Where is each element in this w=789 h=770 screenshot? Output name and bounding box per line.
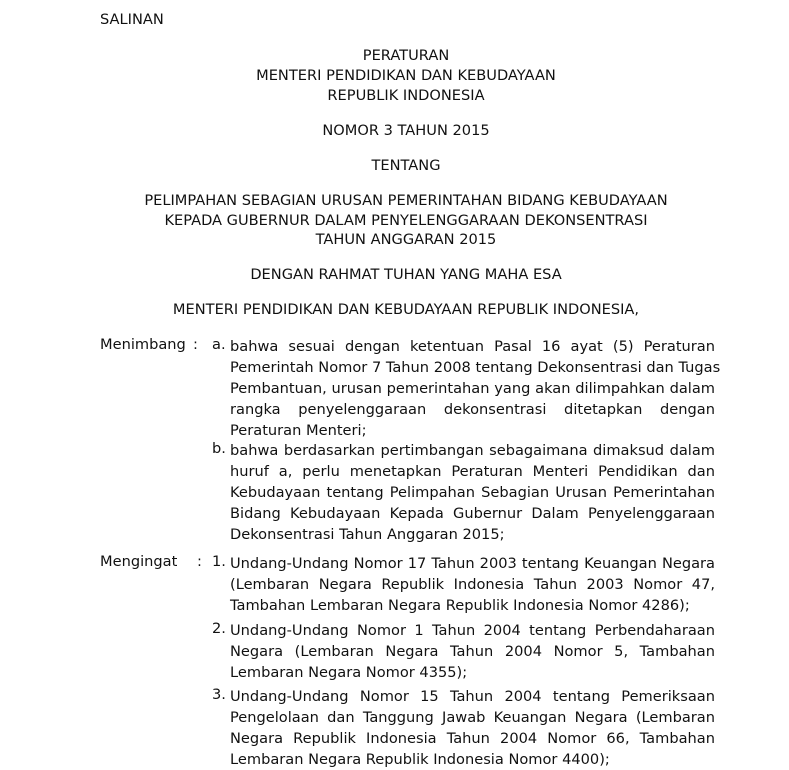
menimbang-colon: : — [193, 336, 198, 353]
list-item-line: Bidang Kebudayaan Kepada Gubernur Dalam Penyelenggaraan — [230, 505, 715, 522]
regulation-number: NOMOR 3 TAHUN 2015 — [322, 122, 490, 139]
list-item-line: Lembaran Negara Republik Indonesia Nomor 4400); — [230, 751, 610, 768]
tentang-heading: TENTANG — [371, 157, 441, 174]
mengingat-marker-2: 2. — [212, 620, 226, 637]
list-item-line: Negara Republik Indonesia Tahun 2004 Nomor 66, Tambahan — [230, 730, 715, 747]
list-item-line: bahwa berdasarkan pertimbangan sebagaimana dimaksud dalam — [230, 442, 715, 459]
list-item-line: Lembaran Negara Nomor 4355); — [230, 664, 468, 681]
menimbang-marker-b: b. — [212, 440, 226, 457]
list-item-line: bahwa sesuai dengan ketentuan Pasal 16 ayat (5) Peraturan — [230, 338, 715, 355]
menimbang-item-b — [230, 440, 715, 545]
mengingat-item-2 — [230, 620, 715, 683]
salinan-label: SALINAN — [100, 11, 164, 28]
list-item-line: rangka penyelenggaraan dekonsentrasi ditetapkan dengan — [230, 401, 715, 418]
blessing-line: DENGAN RAHMAT TUHAN YANG MAHA ESA — [250, 266, 562, 283]
list-item-line: Kebudayaan tentang Pelimpahan Sebagian Urusan Pemerintahan — [230, 484, 715, 501]
list-item-line: Negara (Lembaran Negara Tahun 2004 Nomor 5, Tambahan — [230, 643, 715, 660]
title-line-1: PERATURAN — [362, 47, 450, 64]
title-line-2: MENTERI PENDIDIKAN DAN KEBUDAYAAN — [256, 67, 556, 84]
subject-line-2: KEPADA GUBERNUR DALAM PENYELENGGARAAN DEKONSENTRASI — [164, 212, 648, 229]
list-item-line: huruf a, perlu menetapkan Peraturan Menteri Pendidikan dan — [230, 463, 715, 480]
list-item-line: Undang-Undang Nomor 17 Tahun 2003 tentang Keuangan Negara — [230, 555, 715, 572]
mengingat-label: Mengingat — [100, 553, 178, 570]
list-item-line: Undang-Undang Nomor 1 Tahun 2004 tentang Perbendaharaan — [230, 622, 715, 639]
mengingat-marker-3: 3. — [212, 686, 226, 703]
menimbang-label: Menimbang — [100, 336, 186, 353]
list-item-line: (Lembaran Negara Republik Indonesia Tahun 2003 Nomor 47, — [230, 576, 715, 593]
list-item-line: Tambahan Lembaran Negara Republik Indonesia Nomor 4286); — [230, 597, 690, 614]
list-item-line: Undang-Undang Nomor 15 Tahun 2004 tentang Pemeriksaan — [230, 688, 715, 705]
list-item-line: Pembantuan, urusan pemerintahan yang akan dilimpahkan dalam — [230, 380, 715, 397]
list-item-line: Pengelolaan dan Tanggung Jawab Keuangan Negara (Lembaran — [230, 709, 715, 726]
menimbang-marker-a: a. — [212, 336, 226, 353]
mengingat-item-1 — [230, 553, 715, 616]
list-item-line: Pemerintah Nomor 7 Tahun 2008 tentang Dekonsentrasi dan Tugas — [230, 359, 721, 376]
mengingat-colon: : — [197, 553, 202, 570]
subject-line-1: PELIMPAHAN SEBAGIAN URUSAN PEMERINTAHAN BIDANG KEBUDAYAAN — [144, 192, 668, 209]
mengingat-item-3 — [230, 686, 715, 770]
mengingat-marker-1: 1. — [212, 553, 226, 570]
subject-line-3: TAHUN ANGGARAN 2015 — [315, 231, 497, 248]
list-item-line: Dekonsentrasi Tahun Anggaran 2015; — [230, 526, 505, 543]
authority-line: MENTERI PENDIDIKAN DAN KEBUDAYAAN REPUBLIK INDONESIA, — [172, 301, 640, 318]
title-line-3: REPUBLIK INDONESIA — [327, 87, 485, 104]
menimbang-item-a — [230, 336, 721, 441]
list-item-line: Peraturan Menteri; — [230, 422, 367, 439]
